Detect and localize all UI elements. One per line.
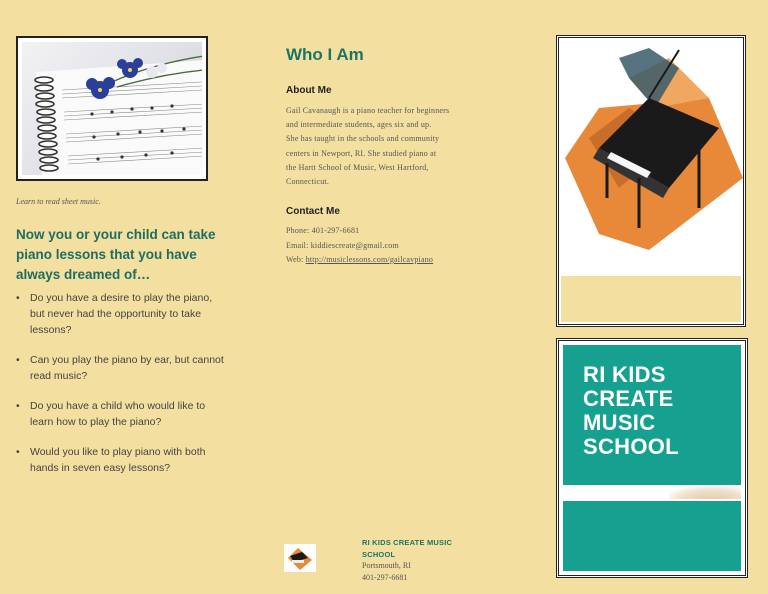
about-line: and intermediate students, ages six and up. <box>286 120 432 130</box>
contact-web <box>286 253 433 268</box>
about-line: She has taught in the schools and community <box>286 134 440 144</box>
footer-contact <box>362 537 452 583</box>
grand-piano-icon <box>559 38 743 278</box>
footer-city: Portsmouth, RI <box>362 561 411 571</box>
web-label: Web: <box>286 255 306 264</box>
piano-illustration <box>556 35 746 327</box>
contact-heading: Contact Me <box>286 206 340 217</box>
contact-phone: Phone: 401-297-6681 <box>286 226 360 235</box>
footer-piano-logo <box>284 544 316 572</box>
piano-band <box>561 276 741 322</box>
headline: Now you or your child can take piano lessons that you have always dreamed of… <box>16 227 216 282</box>
about-line: centers in Newport, RI. She studied piano at <box>286 148 437 158</box>
contact-info <box>286 224 433 268</box>
about-text <box>286 104 486 189</box>
list-item: • Do you have a desire to play the piano, but never had the opportunity to take lessons? <box>16 290 228 338</box>
cover-title-line: MUSIC <box>583 410 656 435</box>
footer-school-name-2: SCHOOL <box>362 549 396 559</box>
cover-title-line: CREATE <box>583 386 674 411</box>
page-title: Who I Am <box>286 45 364 64</box>
cover-title <box>583 363 733 459</box>
sheet-music-illustration <box>22 42 202 175</box>
photo-caption: Learn to read sheet music. <box>16 197 101 206</box>
footer-school-name: RI KIDS CREATE MUSIC <box>362 538 453 547</box>
about-heading: About Me <box>286 85 332 96</box>
brochure-cover <box>556 338 748 578</box>
list-item: • Would you like to play piano with both hands in seven easy lessons? <box>16 444 228 476</box>
about-line: Gail Cavanaugh is a piano teacher for beginners <box>286 106 450 115</box>
about-line: Connecticut. <box>286 177 330 187</box>
question-list <box>16 290 228 490</box>
cover-bottom-panel <box>563 501 741 571</box>
cover-title-line: SCHOOL <box>583 434 679 459</box>
website-link[interactable]: http://musiclessons.com/gailcavpiano <box>305 255 434 264</box>
list-item: • Do you have a child who would like to learn how to play the piano? <box>16 398 228 430</box>
about-line: the Hartt School of Music, West Hartford, <box>286 162 429 172</box>
cover-title-line: RI KIDS <box>583 362 666 387</box>
footer-phone: 401-297-6681 <box>362 572 408 582</box>
contact-email: Email: kiddiescreate@gmail.com <box>286 240 399 250</box>
list-item: • Can you play the piano by ear, but cannot read music? <box>16 352 228 384</box>
cover-title-panel <box>563 345 741 485</box>
cover-photo-strip <box>669 487 741 499</box>
sheet-music-photo <box>16 36 208 181</box>
